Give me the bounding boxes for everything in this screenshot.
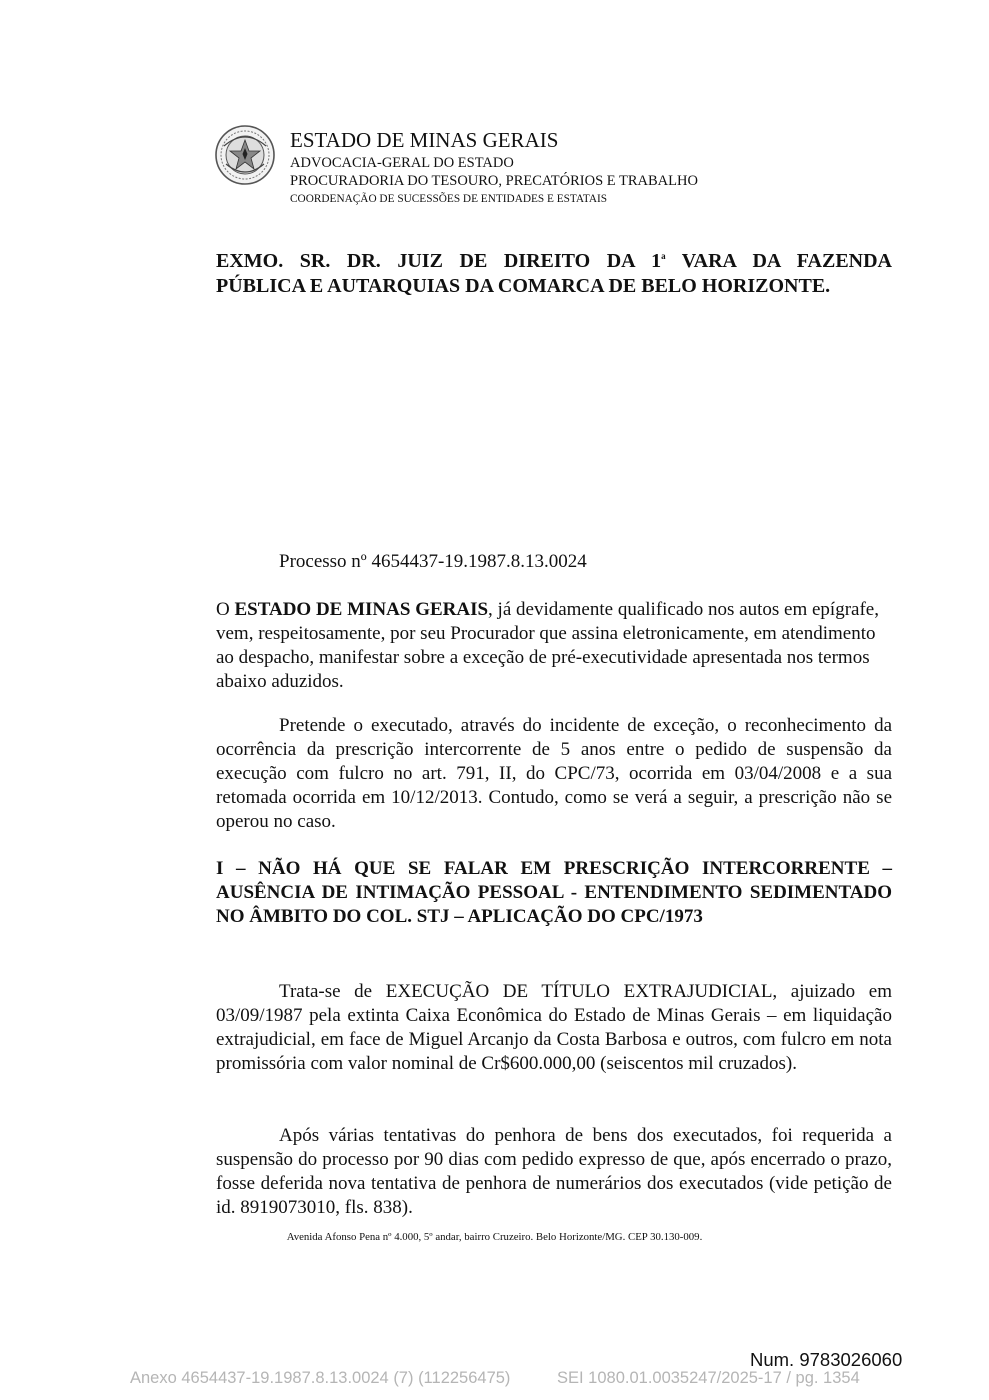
addressee-line-1: EXMO. SR. DR. JUIZ DE DIREITO DA 1$^a$ VARA DA FAZENDA [216,250,892,272]
header-agency: ADVOCACIA-GERAL DO ESTADO [290,155,514,171]
execution-paragraph: Trata-se de EXECUÇÃO DE TÍTULO EXTRAJUDICIAL, ajuizado em 03/09/1987 pela extinta Caixa Econômica do Estado de Minas Gerais – em liquidação extrajudicial, em face de Miguel Arcanjo da Costa Barbosa e outros, com fulcro em nota promissória com valor nominal de Cr$600.000,00 (seiscentos mil cruzados). [216,981,892,1074]
claim-paragraph: Pretende o executado, através do incidente de exceção, o reconhecimento da ocorrência da prescrição intercorrente de 5 anos entre o pedido de suspensão da execução com fulcro no art. 791, II, do CPC/73, ocorrida em 03/04/2008 e a sua retomada ocorrida em 10/12/2013. Contudo, como se verá a seguir, a prescrição não se operou no caso. [216,715,892,832]
addressee [216,244,892,299]
coat-of-arms-seal-icon [214,124,276,186]
annex-label: Anexo 4654437-19.1987.8.13.0024 (7) (112256475) [130,1369,511,1387]
addressee-line-2: PÚBLICA E AUTARQUIAS DA COMARCA DE BELO HORIZONTE. [216,275,831,297]
header-state: ESTADO DE MINAS GERAIS [290,128,559,152]
party-name: ESTADO DE MINAS GERAIS [234,599,489,620]
ordinal-superscript: a [661,251,666,261]
intro-paragraph: O ESTADO DE MINAS GERAIS, já devidamente qualificado nos autos em epígrafe, vem, respeitosamente, por seu Procurador que assina eletronicamente, em atendimento ao despacho, manifestar sobre a exceção de pré-executividade apresentada nos termos abaixo aduzidos. [216,599,879,692]
sei-label: SEI 1080.01.0035247/2025-17 / pg. 1354 [557,1369,860,1387]
document-number: Num. 9783026060 [750,1349,903,1370]
after-paragraph: Após várias tentativas do penhora de bens dos executados, foi requerida a suspensão do processo por 90 dias com pedido expresso de que, após encerrado o prazo, fosse deferida nova tentativa de penhora de numerários dos executados (vide petição de id. 8919073010, fls. 838). [216,1125,892,1218]
header-coordination: COORDENAÇÃO DE SUCESSÕES DE ENTIDADES E ESTATAIS [290,193,608,205]
header-procuradoria: PROCURADORIA DO TESOURO, PRECATÓRIOS E TRABALHO [290,173,698,189]
footer-address: Avenida Afonso Pena nº 4.000, 5º andar, bairro Cruzeiro. Belo Horizonte/MG. CEP 30.130-009. [286,1231,703,1243]
section-heading: I – NÃO HÁ QUE SE FALAR EM PRESCRIÇÃO INTERCORRENTE – AUSÊNCIA DE INTIMAÇÃO PESSOAL - ENTENDIMENTO SEDIMENTADO NO ÂMBITO DO COL. STJ – APLICAÇÃO DO CPC/1973 [216,858,892,927]
process-number: Processo nº 4654437-19.1987.8.13.0024 [279,551,587,572]
